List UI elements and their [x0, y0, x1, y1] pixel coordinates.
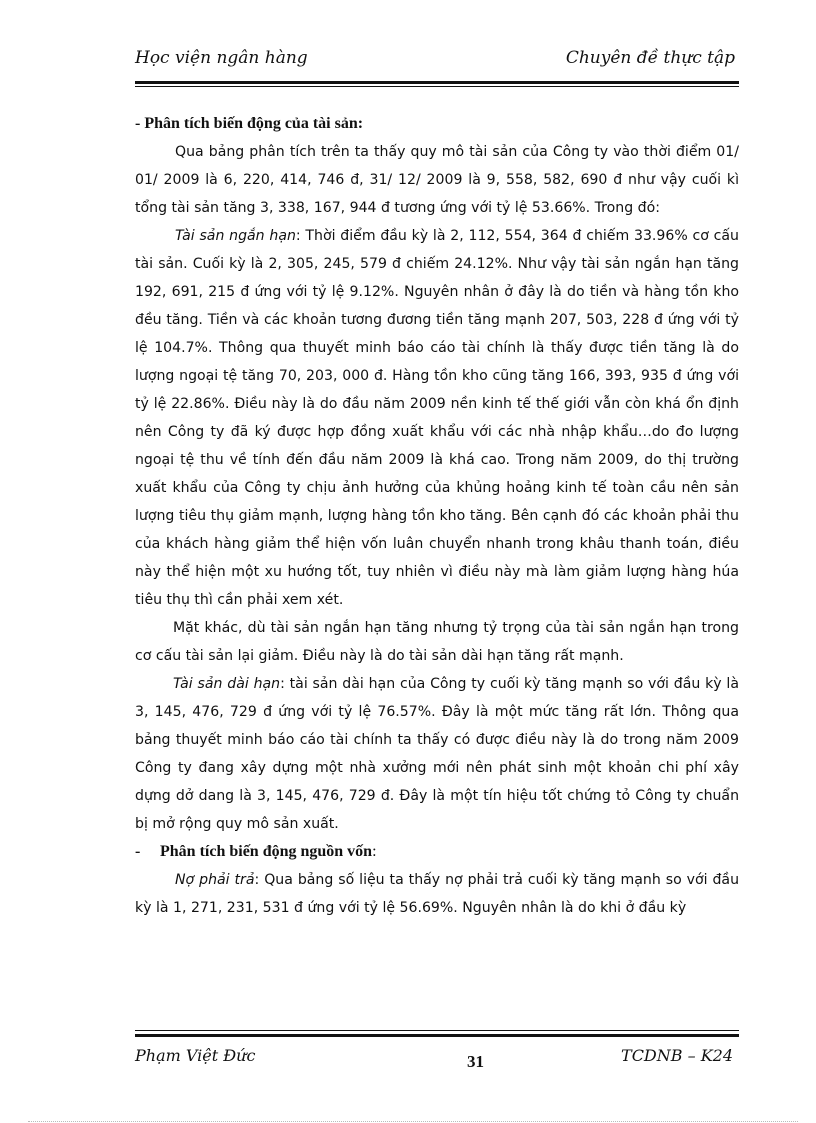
paragraph-long-term-assets: [135, 670, 739, 838]
page-header: [135, 46, 735, 72]
header-institution: Học viện ngân hàng: [135, 48, 308, 68]
footer-rule-thin: [135, 1030, 739, 1031]
term-long-term-assets: Tài sản dài hạn: [173, 676, 281, 692]
paragraph-short-term-assets: [135, 222, 739, 614]
list-dash: -: [135, 843, 141, 860]
footer-author: Phạm Việt Đức: [135, 1046, 256, 1065]
footer-class-code: TCDNB – K24: [621, 1046, 733, 1065]
term-liabilities: Nợ phải trả: [175, 872, 255, 888]
section-heading-capital: [135, 838, 739, 866]
heading-colon: :: [372, 843, 377, 860]
page-footer: [135, 1042, 739, 1076]
section-heading-assets: - Phân tích biến động của tài sản:: [135, 115, 364, 132]
paragraph-liabilities: [135, 866, 739, 922]
header-rule-thin: [135, 86, 739, 87]
paragraph-text: : Qua bảng số liệu ta thấy nợ phải trả cuối kỳ tăng mạnh so với đầu kỳ là 1, 271, 231, 531 đ ứng với tỷ lệ 56.69%. Nguyên nhân là do khi ở đầu kỳ: [135, 872, 739, 916]
section-heading-text: Phân tích biến động nguồn vốn: [160, 843, 373, 860]
page-body: [135, 110, 739, 922]
page-edge-dotted-line: [28, 1121, 798, 1122]
header-doc-type: Chuyên đề thực tập: [565, 48, 735, 68]
footer-rule-thick: [135, 1034, 739, 1037]
paragraph-text: : Thời điểm đầu kỳ là 2, 112, 554, 364 đ chiếm 33.96% cơ cấu tài sản. Cuối kỳ là 2, 305, 245, 579 đ chiếm 24.12%. Như vậy tài sản ngắn hạn tăng 192, 691, 215 đ ứng với tỷ lệ 9.12%. Nguyên nhân ở đây là do tiền và hàng tồn kho đều tăng. Tiền và các khoản tương đương tiền tăng mạnh 207, 503, 228 đ ứng với tỷ lệ 104.7%. Thông qua thuyết minh báo cáo tài chính là thấy được tiền tăng là do lượng ngoại tệ tăng 70, 203, 000 đ. Hàng tồn kho cũng tăng 166, 393, 935 đ ứng với tỷ lệ 22.86%. Điều này là do đầu năm 2009 nền kinh tế thế giới vẫn còn khá ổn định nên Công ty đã ký được hợp đồng xuất khẩu với các nhà nhập khẩu…do đo lượng ngoại tệ thu về tính đến đầu năm 2009 là khá cao. Trong năm 2009, do thị trường xuất khẩu của Công ty chịu ảnh hưởng của khủng hoảng kinh tế toàn cầu nên sản lượng tiêu thụ giảm mạnh, lượng hàng tồn kho tăng. Bên cạnh đó các khoản phải thu của khách hàng giảm thể hiện vốn luân chuyển nhanh trong khâu thanh toán, điều này thể hiện một xu hướng tốt, tuy nhiên vì điều này mà làm giảm lượng hàng húa tiêu thụ thì cần phải xem xét.: [135, 228, 739, 608]
paragraph-text: : tài sản dài hạn của Công ty cuối kỳ tăng mạnh so với đầu kỳ là 3, 145, 476, 729 đ ứng với tỷ lệ 76.57%. Đây là một mức tăng rất lớn. Thông qua bảng thuyết minh báo cáo tài chính ta thấy có được điều này là do trong năm 2009 Công ty đang xây dựng một nhà xưởng mới nên phát sinh một khoản chi phí xây dựng dở dang là 3, 145, 476, 729 đ. Đây là một tín hiệu tốt chứng tỏ Công ty chuẩn bị mở rộng quy mô sản xuất.: [135, 676, 739, 832]
term-short-term-assets: Tài sản ngắn hạn: [175, 228, 296, 244]
paragraph-asset-overview: Qua bảng phân tích trên ta thấy quy mô tài sản của Công ty vào thời điểm 01/ 01/ 2009 là 6, 220, 414, 746 đ, 31/ 12/ 2009 là 9, 558, 582, 690 đ như vậy cuối kì tổng tài sản tăng 3, 338, 167, 944 đ tương ứng với tỷ lệ 53.66%. Trong đó:: [135, 144, 739, 216]
paragraph-asset-structure: Mặt khác, dù tài sản ngắn hạn tăng nhưng tỷ trọng của tài sản ngắn hạn trong cơ cấu tài sản lại giảm. Điều này là do tài sản dài hạn tăng rất mạnh.: [135, 620, 739, 664]
header-rule-thick: [135, 81, 739, 84]
page-number: 31: [467, 1052, 484, 1071]
